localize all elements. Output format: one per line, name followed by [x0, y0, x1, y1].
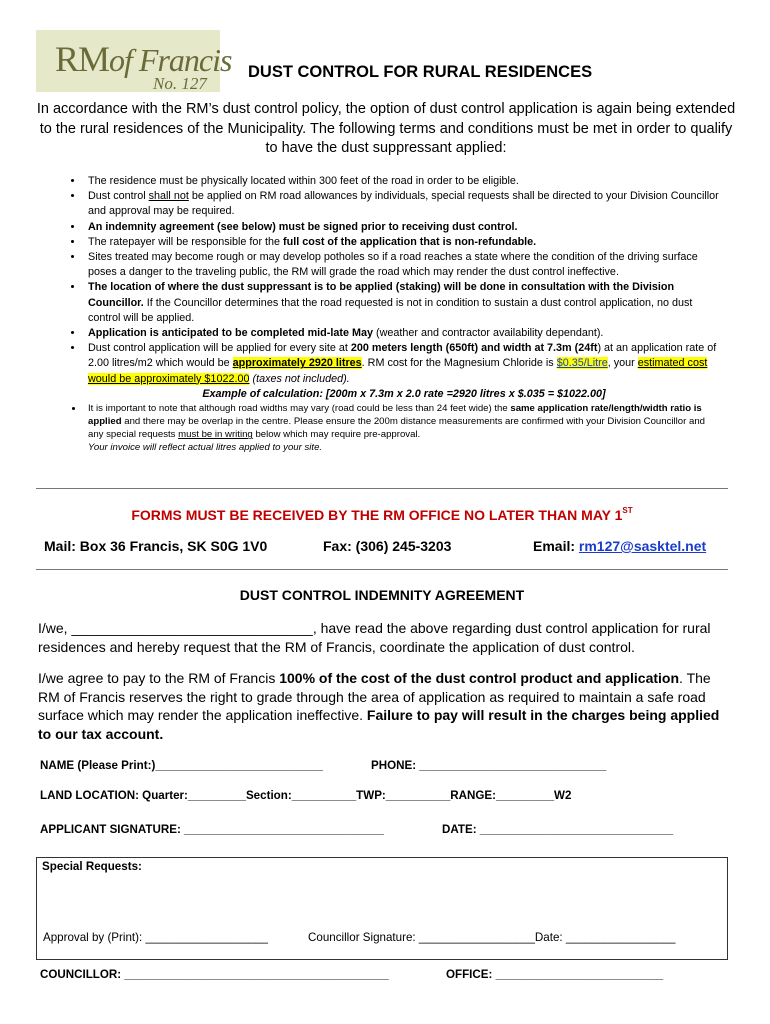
email-contact: Email: rm127@sasktel.net [533, 538, 707, 554]
list-item: • The residence must be physically located within 300 feet of the road in order to be eligible. [84, 174, 720, 189]
applicant-signature-field[interactable]: APPLICANT SIGNATURE: _______________________________ [40, 823, 384, 836]
logo-number: No. 127 [153, 74, 207, 93]
intro-paragraph: In accordance with the RM’s dust control policy, the option of dust control application is again being extended to the rural residences of the Municipality. The following terms and conditions must be met in order to qualify to have the dust suppressant applied: [36, 101, 736, 156]
agreement-title: DUST CONTROL INDEMNITY AGREEMENT [239, 587, 525, 603]
mail-address: Mail: Box 36 Francis, SK S0G 1V0 [44, 538, 268, 554]
list-item: • Application is anticipated to be completed mid-late May (weather and contractor availability dependant). [84, 326, 720, 341]
name-field[interactable]: NAME (Please Print:)__________________________ [40, 759, 323, 772]
date-field[interactable]: DATE: ______________________________ [442, 823, 674, 836]
calculation-example: Example of calculation: [200m x 7.3m x 2.0 rate =2920 litres x $.035 = $1022.00] [202, 387, 606, 400]
list-item: • The ratepayer will be responsible for the full cost of the application that is non-refundable. [84, 235, 720, 250]
deadline-notice: FORMS MUST BE RECEIVED BY THE RM OFFICE NO LATER THAN MAY 1ST [131, 506, 633, 523]
divider [36, 569, 728, 570]
list-item: • Dust control shall not be applied on RM road allowances by individuals, special requests shall be directed to your Division Councillor and approval may be required. [84, 189, 720, 219]
list-item: • It is important to note that although road widths may vary (road could be less than 24 feet wide) the same application rate/length/width ratio is applied and there may be overlap in the centre. Please ensure the 200m distance measurements are confirmed with your Division Councillor and any special requests must be in writing below which may require pre-approval. Your invoice will reflect actual litres applied to your site. [84, 402, 720, 454]
phone-field[interactable]: PHONE: _____________________________ [371, 759, 607, 772]
councillor-field[interactable]: COUNCILLOR: _________________________________________ [40, 968, 389, 981]
email-link[interactable]: rm127@sasktel.net [578, 538, 707, 554]
special-requests-label: Special Requests: [42, 860, 142, 873]
fax-number: Fax: (306) 245-3203 [323, 538, 452, 554]
terms-list [36, 174, 720, 454]
office-field[interactable]: OFFICE: __________________________ [446, 968, 664, 981]
list-item: • The location of where the dust suppressant is to be applied (staking) will be done in consultation with the Division Councillor. If the Councillor determines that the road requested is not in condition to sustain a dust control application, no dust control will be applied. [84, 280, 720, 326]
list-item: • Sites treated may become rough or may develop potholes so if a road reaches a state where the condition of the driving surface poses a danger to the traveling public, the RM will grade the road which may render the dust control ineffective. [84, 250, 720, 280]
logo-text: RMof Francis [55, 39, 232, 79]
agreement-paragraph-1: I/we, _______________________________, have read the above regarding dust control application for rural residences and hereby request that the RM of Francis, coordinate the application of dust control. [38, 620, 711, 655]
page-title: DUST CONTROL FOR RURAL RESIDENCES [248, 63, 593, 81]
approval-field[interactable]: Approval by (Print): ___________________ [43, 931, 268, 944]
list-item: • Dust control application will be applied for every site at 200 meters length (650ft) and width at 7.3m (24ft) at an application rate of 2.00 litres/m2 which would be approximately 2920 litres. RM cost for the Magnesium Chloride is $0.35/Litre, your estimated cost would be approximately $1022.00 (taxes not included). Example of calculation: [200m x 7.3m x 2.0 rate =2920 litres x $.035 = $1022.00] [84, 341, 720, 402]
land-location-field[interactable]: LAND LOCATION: Quarter:_________Section:__________TWP:__________RANGE:_________W2 [40, 789, 572, 802]
councillor-signature-field[interactable]: Councillor Signature: __________________Date: _________________ [308, 931, 676, 944]
divider [36, 488, 728, 489]
list-item: • An indemnity agreement (see below) must be signed prior to receiving dust control. [84, 220, 720, 235]
agreement-paragraph-2: I/we agree to pay to the RM of Francis 100% of the cost of the dust control product and application. The RM of Francis reserves the right to grade through the area of application as required to maintain a safe road surface which may render the application ineffective. Failure to pay will result in the charges being applied to our tax account. [38, 670, 720, 742]
